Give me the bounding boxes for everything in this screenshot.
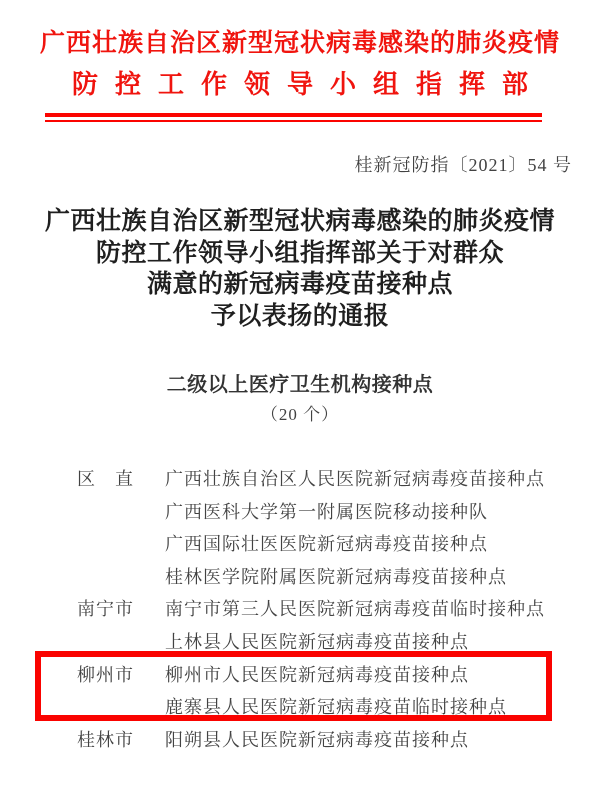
site-list: [77, 463, 577, 756]
list-row: [77, 691, 577, 724]
region-label: [77, 626, 165, 659]
document-title: [0, 206, 600, 332]
site-name: 南宁市第三人民医院新冠病毒疫苗临时接种点: [165, 599, 545, 620]
site-name: 柳州市人民医院新冠病毒疫苗接种点: [165, 664, 469, 685]
list-row: [77, 593, 577, 626]
site-name: 阳朔县人民医院新冠病毒疫苗接种点: [165, 729, 469, 750]
title-line: 予以表扬的通报: [210, 302, 390, 330]
list-row: [77, 626, 577, 659]
region-label: [77, 561, 165, 594]
list-row: [77, 561, 577, 594]
site-name: 鹿寨县人民医院新冠病毒疫苗临时接种点: [165, 697, 507, 718]
region-label: [77, 691, 165, 724]
site-name: 广西国际壮医医院新冠病毒疫苗接种点: [165, 534, 488, 555]
site-name: 广西壮族自治区人民医院新冠病毒疫苗接种点: [165, 469, 545, 489]
region-label: 区 直: [77, 469, 134, 489]
region-label: [77, 528, 165, 561]
list-row: [77, 496, 577, 529]
list-row: [77, 528, 577, 561]
title-line: 防控工作领导小组指挥部关于对群众: [95, 239, 504, 267]
site-name: 广西医科大学第一附属医院移动接种队: [165, 501, 488, 522]
list-row: [77, 724, 577, 757]
region-label: 柳州市: [77, 664, 134, 685]
section-count: （20 个）: [260, 405, 340, 424]
list-row: [77, 463, 577, 496]
title-line: 广西壮族自治区新型冠状病毒感染的肺炎疫情: [44, 208, 555, 235]
list-row: [77, 659, 577, 692]
region-label: [77, 496, 165, 529]
letterhead-line2: 防控工作领导小组指挥部: [71, 70, 545, 99]
region-label: 桂林市: [77, 729, 134, 750]
site-name: 桂林医学院附属医院新冠病毒疫苗接种点: [165, 566, 507, 587]
document-number: 桂新冠防指〔2021〕54 号: [354, 155, 572, 175]
double-red-rule: [45, 113, 542, 122]
region-label: 南宁市: [77, 599, 134, 620]
site-name: 上林县人民医院新冠病毒疫苗接种点: [165, 631, 469, 652]
section-heading: 二级以上医疗卫生机构接种点: [166, 374, 434, 396]
title-line: 满意的新冠病毒疫苗接种点: [146, 271, 453, 298]
letterhead-line1: 广西壮族自治区新型冠状病毒感染的肺炎疫情: [39, 30, 560, 57]
